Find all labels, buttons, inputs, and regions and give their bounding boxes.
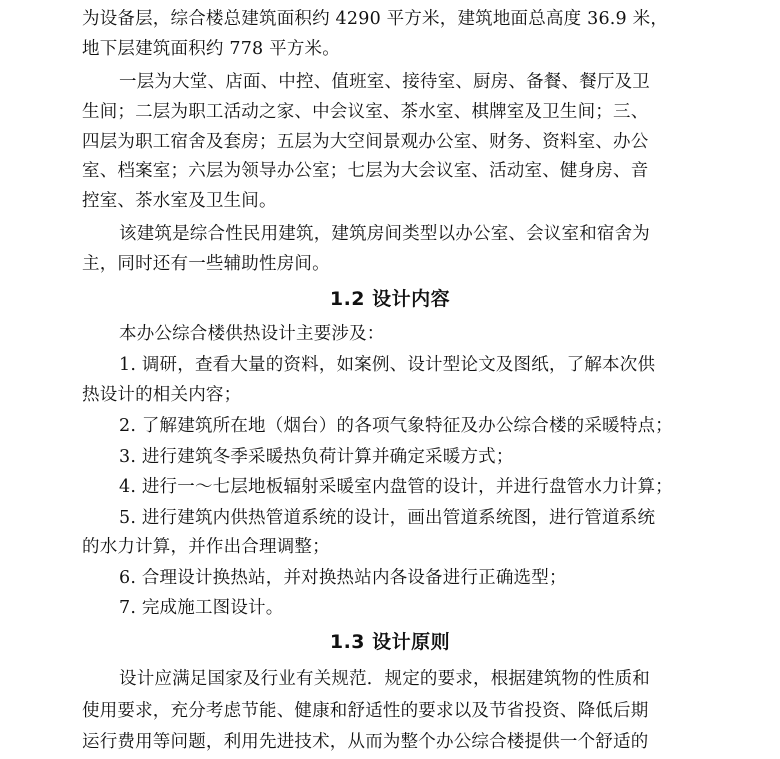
section-heading-design-principles: 1.3 设计原则 — [329, 631, 451, 653]
body-text-line: 控室、茶水室及卫生间。 — [82, 191, 277, 211]
list-item: 5. 进行建筑内供热管道系统的设计，画出管道系统图，进行管道系统 — [119, 508, 656, 528]
list-item-continuation: 热设计的相关内容； — [82, 385, 242, 405]
body-text-line: 四层为职工宿舍及套房；五层为大空间景观办公室、财务、资料室、办公 — [82, 132, 649, 152]
list-item: 1. 调研，查看大量的资料，如案例、设计型论文及图纸，了解本次供 — [119, 355, 656, 375]
list-item-continuation: 的水力计算，并作出合理调整； — [82, 537, 330, 557]
body-text-line: 地下层建筑面积约 778 平方米。 — [82, 39, 340, 59]
body-text-line: 本办公综合楼供热设计主要涉及： — [119, 324, 385, 344]
section-heading-design-content: 1.2 设计内容 — [329, 288, 451, 310]
body-text-line: 生间；二层为职工活动之家、中会议室、茶水室、棋牌室及卫生间；三、 — [82, 102, 649, 122]
body-text-line: 运行费用等问题，利用先进技术，从而为整个办公综合楼提供一个舒适的 — [82, 732, 649, 752]
body-text-line: 该建筑是综合性民用建筑，建筑房间类型以办公室、会议室和宿舍为 — [119, 224, 650, 244]
body-text-line: 一层为大堂、店面、中控、值班室、接待室、厨房、备餐、餐厅及卫 — [119, 72, 650, 92]
body-text-line: 使用要求，充分考虑节能、健康和舒适性的要求以及节省投资、降低后期 — [82, 701, 649, 721]
list-item: 4. 进行一～七层地板辐射采暖室内盘管的设计，并进行盘管水力计算； — [119, 477, 673, 497]
body-text-line: 主，同时还有一些辅助性房间。 — [82, 254, 330, 274]
body-text-line: 为设备层，综合楼总建筑面积约 4290 平方米，建筑地面总高度 36.9 米， — [82, 9, 669, 29]
list-item: 3. 进行建筑冬季采暖热负荷计算并确定采暖方式； — [119, 447, 514, 467]
body-text-line: 室、档案室；六层为领导办公室；七层为大会议室、活动室、健身房、音 — [82, 161, 649, 181]
body-text-line: 设计应满足国家及行业有关规范．规定的要求，根据建筑物的性质和 — [119, 669, 650, 689]
list-item: 2. 了解建筑所在地（烟台）的各项气象特征及办公综合楼的采暖特点； — [119, 416, 673, 436]
list-item: 6. 合理设计换热站，并对换热站内各设备进行正确选型； — [119, 568, 567, 588]
list-item: 7. 完成施工图设计。 — [119, 598, 284, 618]
